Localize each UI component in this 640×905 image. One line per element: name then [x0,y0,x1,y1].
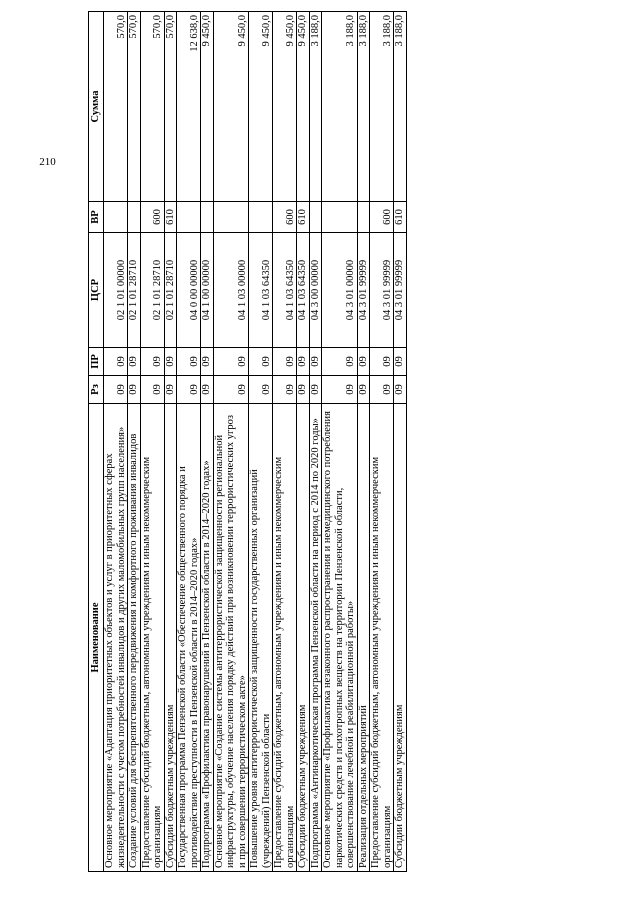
cell-rz: 09 [164,376,177,404]
cell-pr: 09 [164,348,177,376]
cell-csr: 04 3 01 99999 [394,233,407,348]
cell-sum: 9 450,0 [273,12,297,202]
table-row [104,12,128,872]
cell-rz: 09 [322,376,358,404]
cell-pr: 09 [249,348,273,376]
cell-name: Предоставление субсидий бюджетным, автономным учреждениям и иным некоммерческим организациям [140,404,164,872]
cell-csr: 04 3 00 00000 [309,233,322,348]
cell-name: Предоставление субсидий бюджетным, автономным учреждениям и иным некоммерческим организациям [273,404,297,872]
table-row [140,12,164,872]
cell-pr: 09 [370,348,394,376]
table-row [249,12,273,872]
cell-vr [104,202,128,233]
cell-sum: 3 188,0 [322,12,358,202]
cell-rz: 09 [213,376,249,404]
cell-name: Реализация отдельных мероприятий [357,404,370,872]
cell-pr: 09 [213,348,249,376]
table-row [394,12,407,872]
cell-vr: 610 [394,202,407,233]
cell-rz: 09 [273,376,297,404]
table-row [177,12,201,872]
table-row [357,12,370,872]
cell-pr: 09 [104,348,128,376]
cell-csr: 02 1 01 28710 [140,233,164,348]
cell-name: Подпрограмма «Антинаркотическая программа Пензенской области на период с 2014 по 2020 годы» [309,404,322,872]
table-row [201,12,214,872]
table-row [297,12,310,872]
cell-rz: 09 [140,376,164,404]
cell-name: Основное мероприятие «Адаптация приоритетных объектов и услуг в приоритетных сферах жизнедеятельности с учетом потребностей инвалидов и других маломобильных групп населения» [104,404,128,872]
cell-sum: 3 188,0 [309,12,322,202]
cell-csr: 04 1 03 64350 [273,233,297,348]
table-row [370,12,394,872]
cell-pr: 09 [297,348,310,376]
header-vr: ВР [89,202,104,233]
cell-sum: 3 188,0 [394,12,407,202]
cell-csr: 04 3 01 99999 [370,233,394,348]
cell-vr [128,202,141,233]
cell-vr [201,202,214,233]
cell-rz: 09 [201,376,214,404]
cell-sum: 570,0 [128,12,141,202]
cell-csr: 04 0 00 00000 [177,233,201,348]
cell-name: Повышение уровня антитеррористической защищенности государственных организаций (учреждений) Пензенской области [249,404,273,872]
cell-vr: 600 [273,202,297,233]
header-pr: ПР [89,348,104,376]
header-sum: Сумма [89,12,104,202]
cell-rz: 09 [309,376,322,404]
cell-sum: 9 450,0 [213,12,249,202]
cell-rz: 09 [104,376,128,404]
cell-rz: 09 [370,376,394,404]
cell-pr: 09 [201,348,214,376]
cell-name: Основное мероприятие «Создание системы антитеррористической защищенности региональной инфраструктуры, обучение населения порядку действий при возникновении террористических угроз и при совершении террористическом акте» [213,404,249,872]
cell-sum: 12 638,0 [177,12,201,202]
cell-vr [177,202,201,233]
cell-csr: 04 1 03 64350 [249,233,273,348]
cell-vr: 610 [297,202,310,233]
cell-vr: 610 [164,202,177,233]
cell-name: Субсидии бюджетным учреждениям [164,404,177,872]
header-rz: Рз [89,376,104,404]
table-row [128,12,141,872]
cell-pr: 09 [177,348,201,376]
cell-vr [213,202,249,233]
cell-csr: 02 1 01 00000 [104,233,128,348]
cell-csr: 04 3 01 00000 [322,233,358,348]
cell-pr: 09 [309,348,322,376]
cell-sum: 3 188,0 [370,12,394,202]
cell-name: Государственная программа Пензенской области «Обеспечение общественного порядка и противодействие преступности в Пензенской области в 2014–2020 годах» [177,404,201,872]
cell-csr: 04 1 03 00000 [213,233,249,348]
cell-rz: 09 [177,376,201,404]
header-csr: ЦСР [89,233,104,348]
cell-rz: 09 [297,376,310,404]
cell-csr: 02 1 01 28710 [164,233,177,348]
cell-sum: 9 450,0 [249,12,273,202]
rotated-table-container [88,12,543,872]
cell-pr: 09 [140,348,164,376]
table-header-row [89,12,104,872]
cell-vr: 600 [140,202,164,233]
cell-pr: 09 [357,348,370,376]
cell-name: Создание условий для беспрепятственного передвижения и комфортного проживания инвалидов [128,404,141,872]
page-number: 210 [39,156,56,168]
cell-rz: 09 [249,376,273,404]
cell-name: Субсидии бюджетным учреждениям [297,404,310,872]
cell-vr [322,202,358,233]
cell-vr [357,202,370,233]
cell-name: Основное мероприятие «Профилактика незаконного распространения и немедицинского потребления наркотических средств и психотропных веществ на территории Пензенской области, совершенствование лечебной и реабилитационной работы» [322,404,358,872]
table-row [309,12,322,872]
cell-sum: 9 450,0 [297,12,310,202]
cell-pr: 09 [394,348,407,376]
cell-pr: 09 [128,348,141,376]
cell-rz: 09 [357,376,370,404]
cell-sum: 570,0 [140,12,164,202]
cell-sum: 570,0 [104,12,128,202]
cell-name: Подпрограмма «Профилактика правонарушений в Пензенской области в 2014–2020 годах» [201,404,214,872]
cell-vr [309,202,322,233]
cell-rz: 09 [394,376,407,404]
cell-name: Субсидии бюджетным учреждениям [394,404,407,872]
cell-sum: 570,0 [164,12,177,202]
cell-pr: 09 [322,348,358,376]
cell-csr: 04 3 01 99999 [357,233,370,348]
budget-table [88,11,407,872]
cell-pr: 09 [273,348,297,376]
cell-vr: 600 [370,202,394,233]
cell-sum: 9 450,0 [201,12,214,202]
cell-csr: 04 1 00 00000 [201,233,214,348]
table-row [164,12,177,872]
cell-sum: 3 188,0 [357,12,370,202]
cell-name: Предоставление субсидий бюджетным, автономным учреждениям и иным некоммерческим организациям [370,404,394,872]
table-row [213,12,249,872]
header-name: Наименование [89,404,104,872]
cell-csr: 04 1 03 64350 [297,233,310,348]
cell-csr: 02 1 01 28710 [128,233,141,348]
cell-rz: 09 [128,376,141,404]
cell-vr [249,202,273,233]
table-row [322,12,358,872]
table-row [273,12,297,872]
